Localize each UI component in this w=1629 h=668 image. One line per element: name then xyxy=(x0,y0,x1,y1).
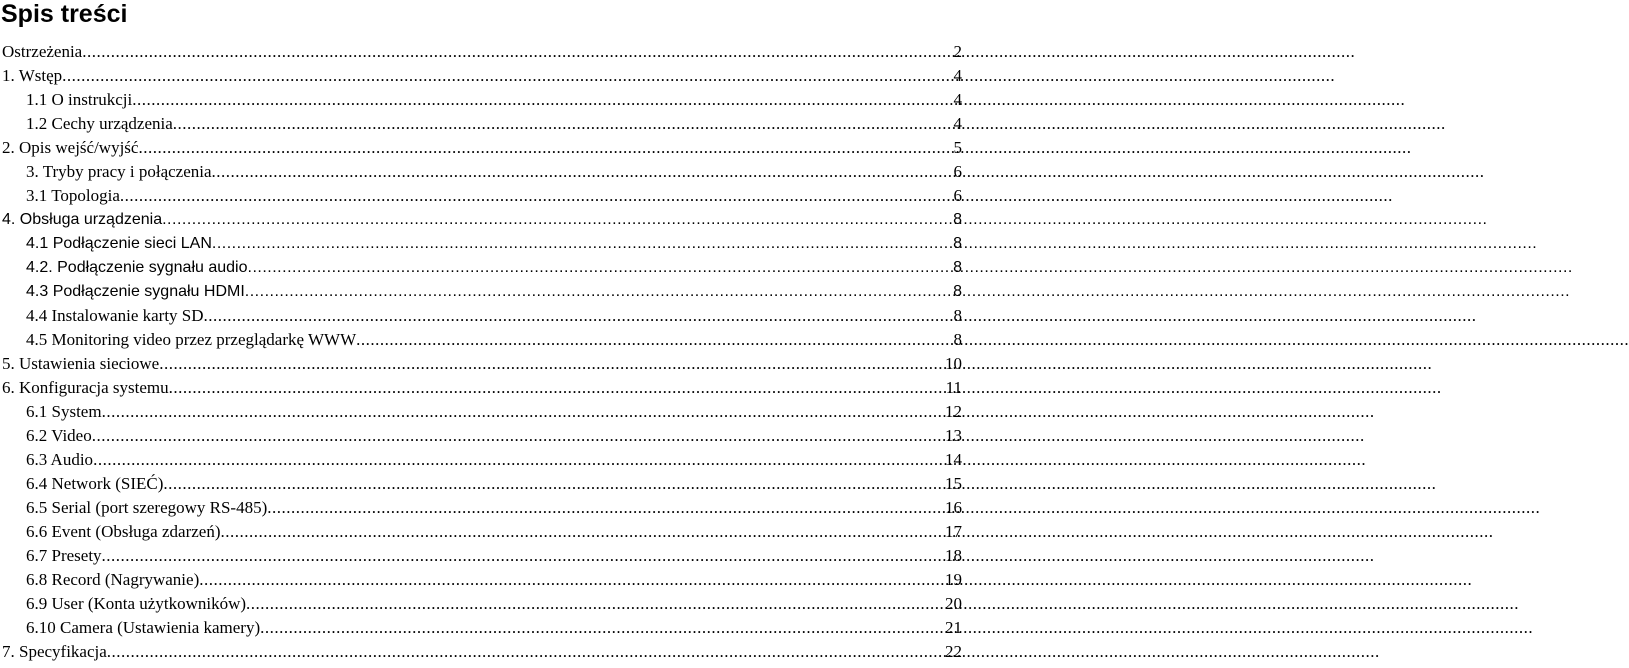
toc-entry-label: 6.8 Record (Nagrywanie) xyxy=(26,570,200,589)
toc-entry-label: 6.10 Camera (Ustawienia kamery) xyxy=(26,618,261,637)
toc-entry-label: 4.5 Monitoring video przez przeglądarkę WWW xyxy=(26,330,357,349)
toc-entry-label: 5. Ustawienia sieciowe xyxy=(2,354,160,373)
toc-entry-label: 6.4 Network (SIEĆ) xyxy=(26,474,164,493)
toc-dot-leader xyxy=(246,592,945,616)
toc-entry-label: 6.1 System xyxy=(26,402,102,421)
toc-entry-page-number: 18 xyxy=(945,546,962,565)
toc-entry[interactable] xyxy=(0,568,962,592)
toc-entry[interactable] xyxy=(0,64,962,88)
toc-dot-leader xyxy=(267,496,945,520)
toc-entry-page-number: 13 xyxy=(945,426,962,445)
toc-dot-leader xyxy=(212,232,953,256)
table-of-contents xyxy=(0,40,962,664)
toc-dot-leader xyxy=(82,40,953,64)
toc-entry-label: 1.1 O instrukcji xyxy=(26,90,133,109)
toc-entry-label: 6.7 Presety xyxy=(26,546,102,565)
toc-entry-page-number: 8 xyxy=(953,211,962,228)
toc-dot-leader xyxy=(204,304,954,328)
toc-entry-page-number: 16 xyxy=(945,498,962,517)
toc-entry[interactable] xyxy=(0,616,962,640)
toc-entry[interactable] xyxy=(0,376,962,400)
toc-entry-page-number: 6 xyxy=(953,162,962,181)
toc-dot-leader xyxy=(138,136,953,160)
toc-dot-leader xyxy=(93,448,945,472)
toc-entry-page-number: 5 xyxy=(953,138,962,157)
toc-dot-leader xyxy=(107,640,945,664)
toc-dot-leader xyxy=(220,520,945,544)
toc-entry-page-number: 22 xyxy=(945,642,962,661)
toc-dot-leader xyxy=(120,184,954,208)
toc-dot-leader xyxy=(162,208,953,232)
toc-entry-page-number: 15 xyxy=(945,474,962,493)
toc-entry-label: 6.6 Event (Obsługa zdarzeń) xyxy=(26,522,221,541)
toc-dot-leader xyxy=(92,424,945,448)
toc-dot-leader xyxy=(356,328,953,352)
toc-entry-label: 3.1 Topologia xyxy=(26,186,120,205)
toc-entry-label: 6.9 User (Konta użytkowników) xyxy=(26,594,247,613)
toc-entry-label: 6. Konfiguracja systemu xyxy=(2,378,169,397)
toc-entry-label: 1. Wstęp xyxy=(2,66,63,85)
toc-entry[interactable] xyxy=(0,544,962,568)
toc-entry-label: 4.3 Podłączenie sygnału HDMI xyxy=(26,283,245,300)
toc-dot-leader xyxy=(102,544,945,568)
toc-entry[interactable] xyxy=(0,208,962,232)
toc-entry-page-number: 8 xyxy=(953,259,962,276)
toc-dot-leader xyxy=(212,160,954,184)
toc-entry[interactable] xyxy=(0,280,962,304)
toc-entry-label: 3. Tryby pracy i połączenia xyxy=(26,162,212,181)
toc-entry[interactable] xyxy=(0,232,962,256)
toc-entry-label: 6.2 Video xyxy=(26,426,92,445)
toc-entry[interactable] xyxy=(0,424,962,448)
page-title: Spis treści xyxy=(1,0,128,28)
toc-entry[interactable] xyxy=(0,328,962,352)
toc-entry-page-number: 14 xyxy=(945,450,962,469)
toc-entry[interactable] xyxy=(0,136,962,160)
toc-entry-page-number: 8 xyxy=(953,235,962,252)
toc-entry-page-number: 8 xyxy=(953,306,962,325)
toc-entry[interactable] xyxy=(0,88,962,112)
toc-entry[interactable] xyxy=(0,400,962,424)
toc-entry-page-number: 8 xyxy=(953,283,962,300)
toc-entry-page-number: 21 xyxy=(945,618,962,637)
toc-entry-label: 6.3 Audio xyxy=(26,450,94,469)
toc-entry-label: 1.2 Cechy urządzenia xyxy=(26,114,173,133)
toc-entry[interactable] xyxy=(0,352,962,376)
toc-dot-leader xyxy=(199,568,945,592)
toc-dot-leader xyxy=(132,88,953,112)
toc-entry-page-number: 4 xyxy=(953,66,962,85)
toc-entry[interactable] xyxy=(0,496,962,520)
toc-dot-leader xyxy=(260,616,945,640)
toc-entry-page-number: 10 xyxy=(945,354,962,373)
toc-entry-page-number: 11 xyxy=(945,378,962,397)
toc-entry-page-number: 17 xyxy=(945,522,962,541)
toc-entry-label: 4.1 Podłączenie sieci LAN xyxy=(26,235,212,252)
toc-entry-page-number: 4 xyxy=(953,114,962,133)
toc-entry-page-number: 12 xyxy=(945,402,962,421)
toc-entry-label: 4. Obsługa urządzenia xyxy=(2,211,163,228)
toc-entry-page-number: 19 xyxy=(945,570,962,589)
toc-entry[interactable] xyxy=(0,256,962,280)
toc-entry[interactable] xyxy=(0,448,962,472)
toc-entry-label: 4.4 Instalowanie karty SD xyxy=(26,306,204,325)
toc-dot-leader xyxy=(102,400,945,424)
toc-entry-label: 2. Opis wejść/wyjść xyxy=(2,138,139,157)
toc-dot-leader xyxy=(248,256,954,280)
toc-dot-leader xyxy=(173,112,954,136)
toc-entry[interactable] xyxy=(0,640,962,664)
toc-entry[interactable] xyxy=(0,472,962,496)
toc-dot-leader xyxy=(62,64,953,88)
toc-entry[interactable] xyxy=(0,520,962,544)
toc-entry[interactable] xyxy=(0,304,962,328)
toc-entry-label: 7. Specyfikacja xyxy=(2,642,107,661)
toc-dot-leader xyxy=(169,376,946,400)
toc-entry[interactable] xyxy=(0,40,962,64)
toc-entry[interactable] xyxy=(0,592,962,616)
toc-entry-label: 4.2. Podłączenie sygnału audio xyxy=(26,259,248,276)
toc-dot-leader xyxy=(245,280,953,304)
toc-entry-label: 6.5 Serial (port szeregowy RS-485) xyxy=(26,498,268,517)
toc-entry[interactable] xyxy=(0,184,962,208)
toc-dot-leader xyxy=(159,352,945,376)
toc-entry[interactable] xyxy=(0,112,962,136)
toc-entry-label: Ostrzeżenia xyxy=(2,42,83,61)
toc-entry-page-number: 8 xyxy=(953,330,962,349)
toc-entry-page-number: 4 xyxy=(953,90,962,109)
toc-entry-page-number: 20 xyxy=(945,594,962,613)
toc-entry[interactable] xyxy=(0,160,962,184)
toc-entry-page-number: 2 xyxy=(953,42,962,61)
toc-entry-page-number: 6 xyxy=(953,186,962,205)
toc-dot-leader xyxy=(163,472,945,496)
